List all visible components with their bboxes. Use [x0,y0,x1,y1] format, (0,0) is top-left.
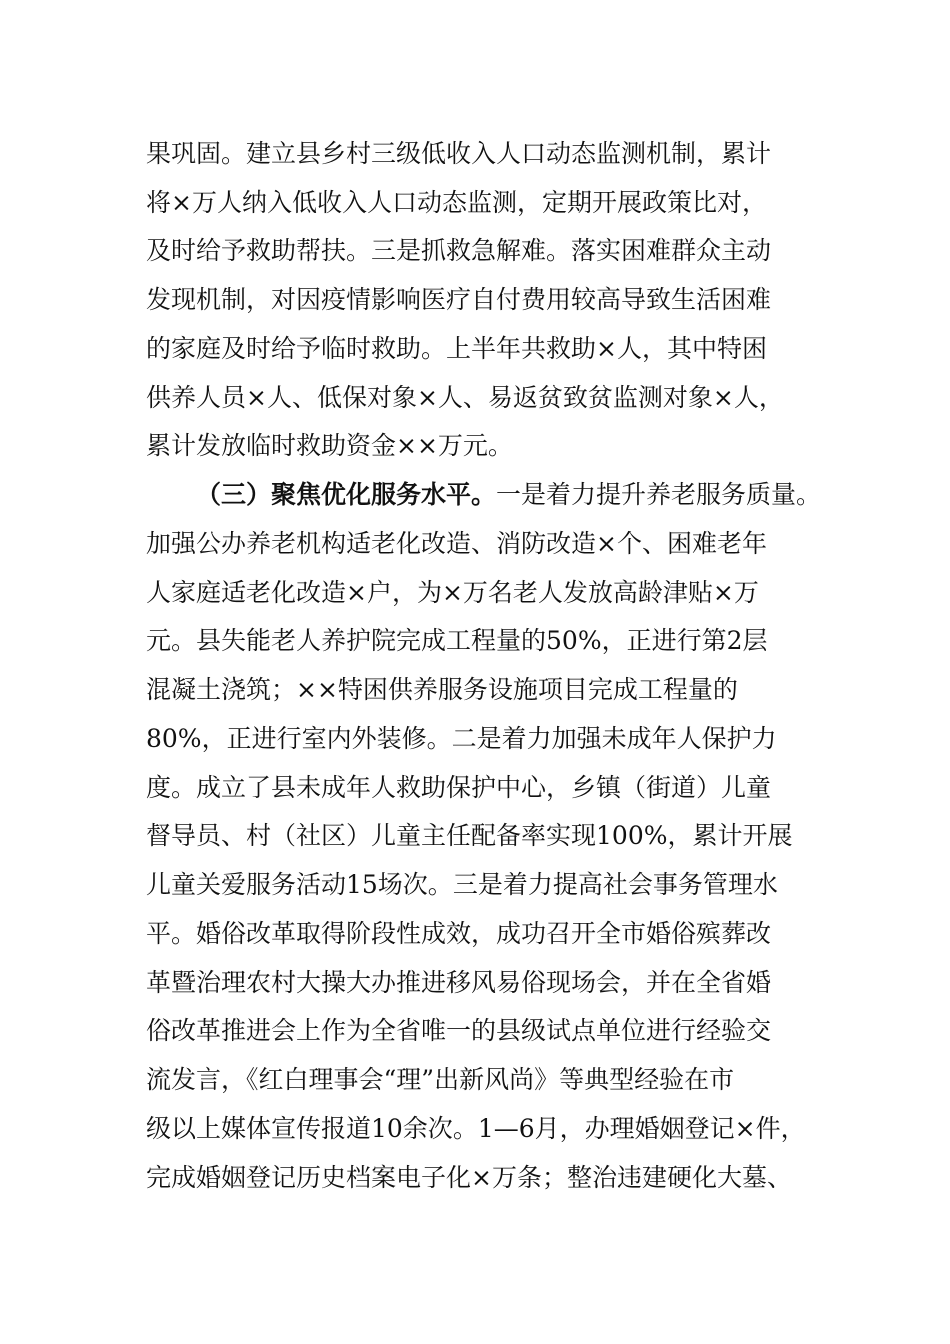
text-line: 平。婚俗改革取得阶段性成效，成功召开全市婚俗殡葬改 [146,919,772,948]
text-line: 级以上媒体宣传报道10余次。1—6月，办理婚姻登记×件， [146,1114,806,1143]
section-heading [196,475,836,515]
text-line: 混凝土浇筑；××特困供养服务设施项目完成工程量的 [146,675,738,704]
text-line: 俗改革推进会上作为全省唯一的县级试点单位进行经验交 [146,1016,772,1045]
text-line: 元。县失能老人养护院完成工程量的50%，正进行第2层 [146,626,768,655]
section-heading-title: （三）聚焦优化服务水平。 [196,480,497,509]
text-line: 将×万人纳入低收入人口动态监测，定期开展政策比对， [146,188,767,217]
text-line: 完成婚姻登记历史档案电子化×万条；整治违建硬化大墓、 [146,1163,792,1192]
text-line: 加强公办养老机构适老化改造、消防改造×个、困难老年 [146,529,767,558]
text-line: 儿童关爱服务活动15场次。三是着力提高社会事务管理水 [146,870,778,899]
text-line: 度。成立了县未成年人救助保护中心，乡镇（街道）儿童 [146,773,772,802]
text-line: 革暨治理农村大操大办推进移风易俗现场会，并在全省婚 [146,968,772,997]
text-line: 督导员、村（社区）儿童主任配备率实现100%，累计开展 [146,821,793,850]
text-line: 累计发放临时救助资金××万元。 [146,431,513,460]
section-heading-text: 一是着力提升养老服务质量。 [496,480,822,509]
text-line: 流发言，《红白理事会“理”出新风尚》等典型经验在市 [146,1065,735,1094]
text-line: 人家庭适老化改造×户，为×万名老人发放高龄津贴×万 [146,578,759,607]
text-line: 供养人员×人、低保对象×人、易返贫致贫监测对象×人， [146,383,784,412]
text-line: 果巩固。建立县乡村三级低收入人口动态监测机制，累计 [146,139,772,168]
text-line: 发现机制，对因疫情影响医疗自付费用较高导致生活困难 [146,285,772,314]
text-line: 80%，正进行室内外装修。二是着力加强未成年人保护力 [146,724,777,753]
text-line: 及时给予救助帮扶。三是抓救急解难。落实困难群众主动 [146,236,772,265]
text-line: 的家庭及时给予临时救助。上半年共救助×人，其中特困 [146,334,767,363]
